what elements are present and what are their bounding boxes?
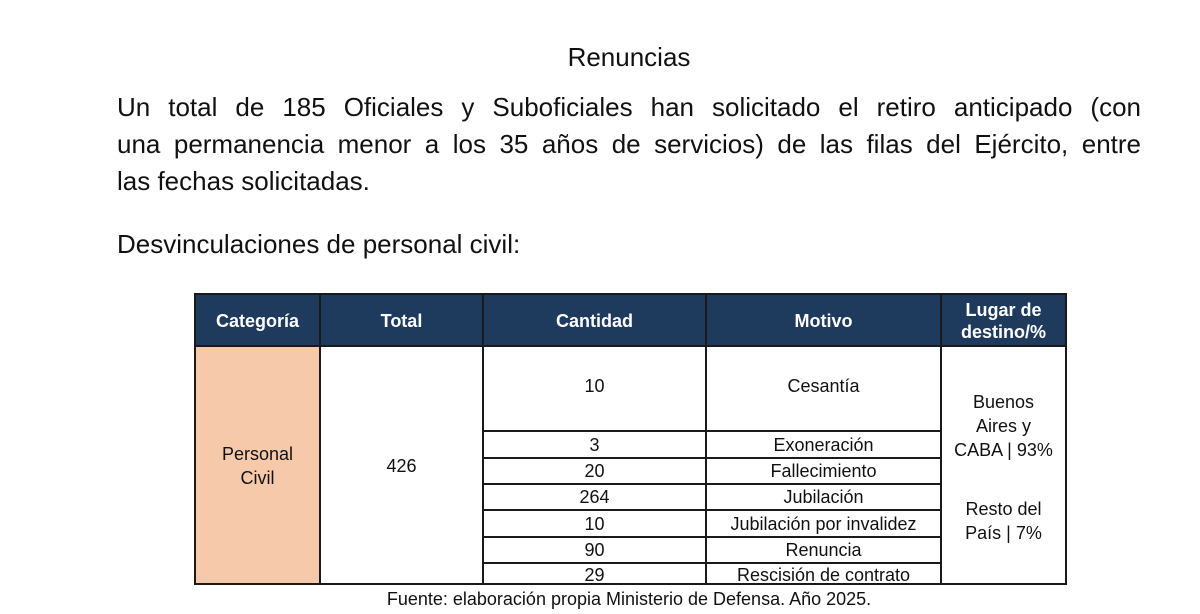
motivo-cell: Jubilación: [783, 487, 864, 507]
destino-resto-pais: [942, 495, 1065, 547]
category-line: Personal: [221, 443, 294, 464]
paragraph-line: las fechas solicitadas.: [117, 166, 370, 196]
motivo-cell: Cesantía: [787, 376, 860, 396]
motivo-cell: Jubilación por invalidez: [730, 513, 917, 534]
category-cell: [196, 346, 319, 585]
header-total: Total: [380, 310, 423, 331]
cantidad-cell: 10: [584, 376, 605, 396]
destino-buenos-aires: [942, 387, 1065, 465]
destino-line: CABA | 93%: [954, 440, 1053, 460]
motivo-cell: Rescisión de contrato: [736, 564, 911, 585]
destino-line: Buenos: [972, 392, 1035, 412]
total-cell: 426: [386, 455, 417, 476]
motivo-cell: Exoneración: [773, 434, 874, 455]
paragraph-line: Un total de 185 Oficiales y Suboficiales han solicitado el retiro anticipado (con: [117, 92, 1141, 122]
destino-line: Aires y: [975, 416, 1031, 436]
cantidad-cell: 20: [584, 461, 605, 481]
personnel-table: [194, 293, 1067, 585]
motivo-cell: Fallecimiento: [770, 461, 877, 481]
destino-line: País | 7%: [965, 523, 1042, 543]
motivo-cell: Renuncia: [785, 540, 862, 560]
category-line: Civil: [240, 467, 275, 488]
cantidad-cell: 10: [584, 513, 605, 534]
header-lugar-destino: [942, 295, 1065, 346]
header-categoria: Categoría: [215, 310, 300, 331]
destino-line: Resto del: [965, 499, 1042, 519]
paragraph-line: una permanencia menor a los 35 años de servicios) de las filas del Ejército, entre: [117, 129, 1141, 159]
source-note: Fuente: elaboración propia Ministerio de Defensa. Año 2025.: [386, 589, 872, 609]
cantidad-cell: 29: [584, 564, 605, 585]
header-lugar-line: Lugar de: [965, 299, 1042, 320]
cantidad-cell: 264: [579, 487, 610, 507]
column-divider: [319, 295, 321, 583]
header-cantidad: Cantidad: [555, 310, 633, 331]
cantidad-cell: 3: [589, 434, 600, 455]
section-title: Renuncias: [567, 42, 691, 72]
header-divider: [196, 345, 1065, 347]
header-motivo: Motivo: [794, 310, 853, 331]
cantidad-cell: 90: [584, 540, 605, 560]
body-paragraph: [117, 89, 1141, 200]
header-lugar-line: destino/%: [960, 321, 1046, 342]
table-caption: Desvinculaciones de personal civil:: [117, 229, 521, 259]
